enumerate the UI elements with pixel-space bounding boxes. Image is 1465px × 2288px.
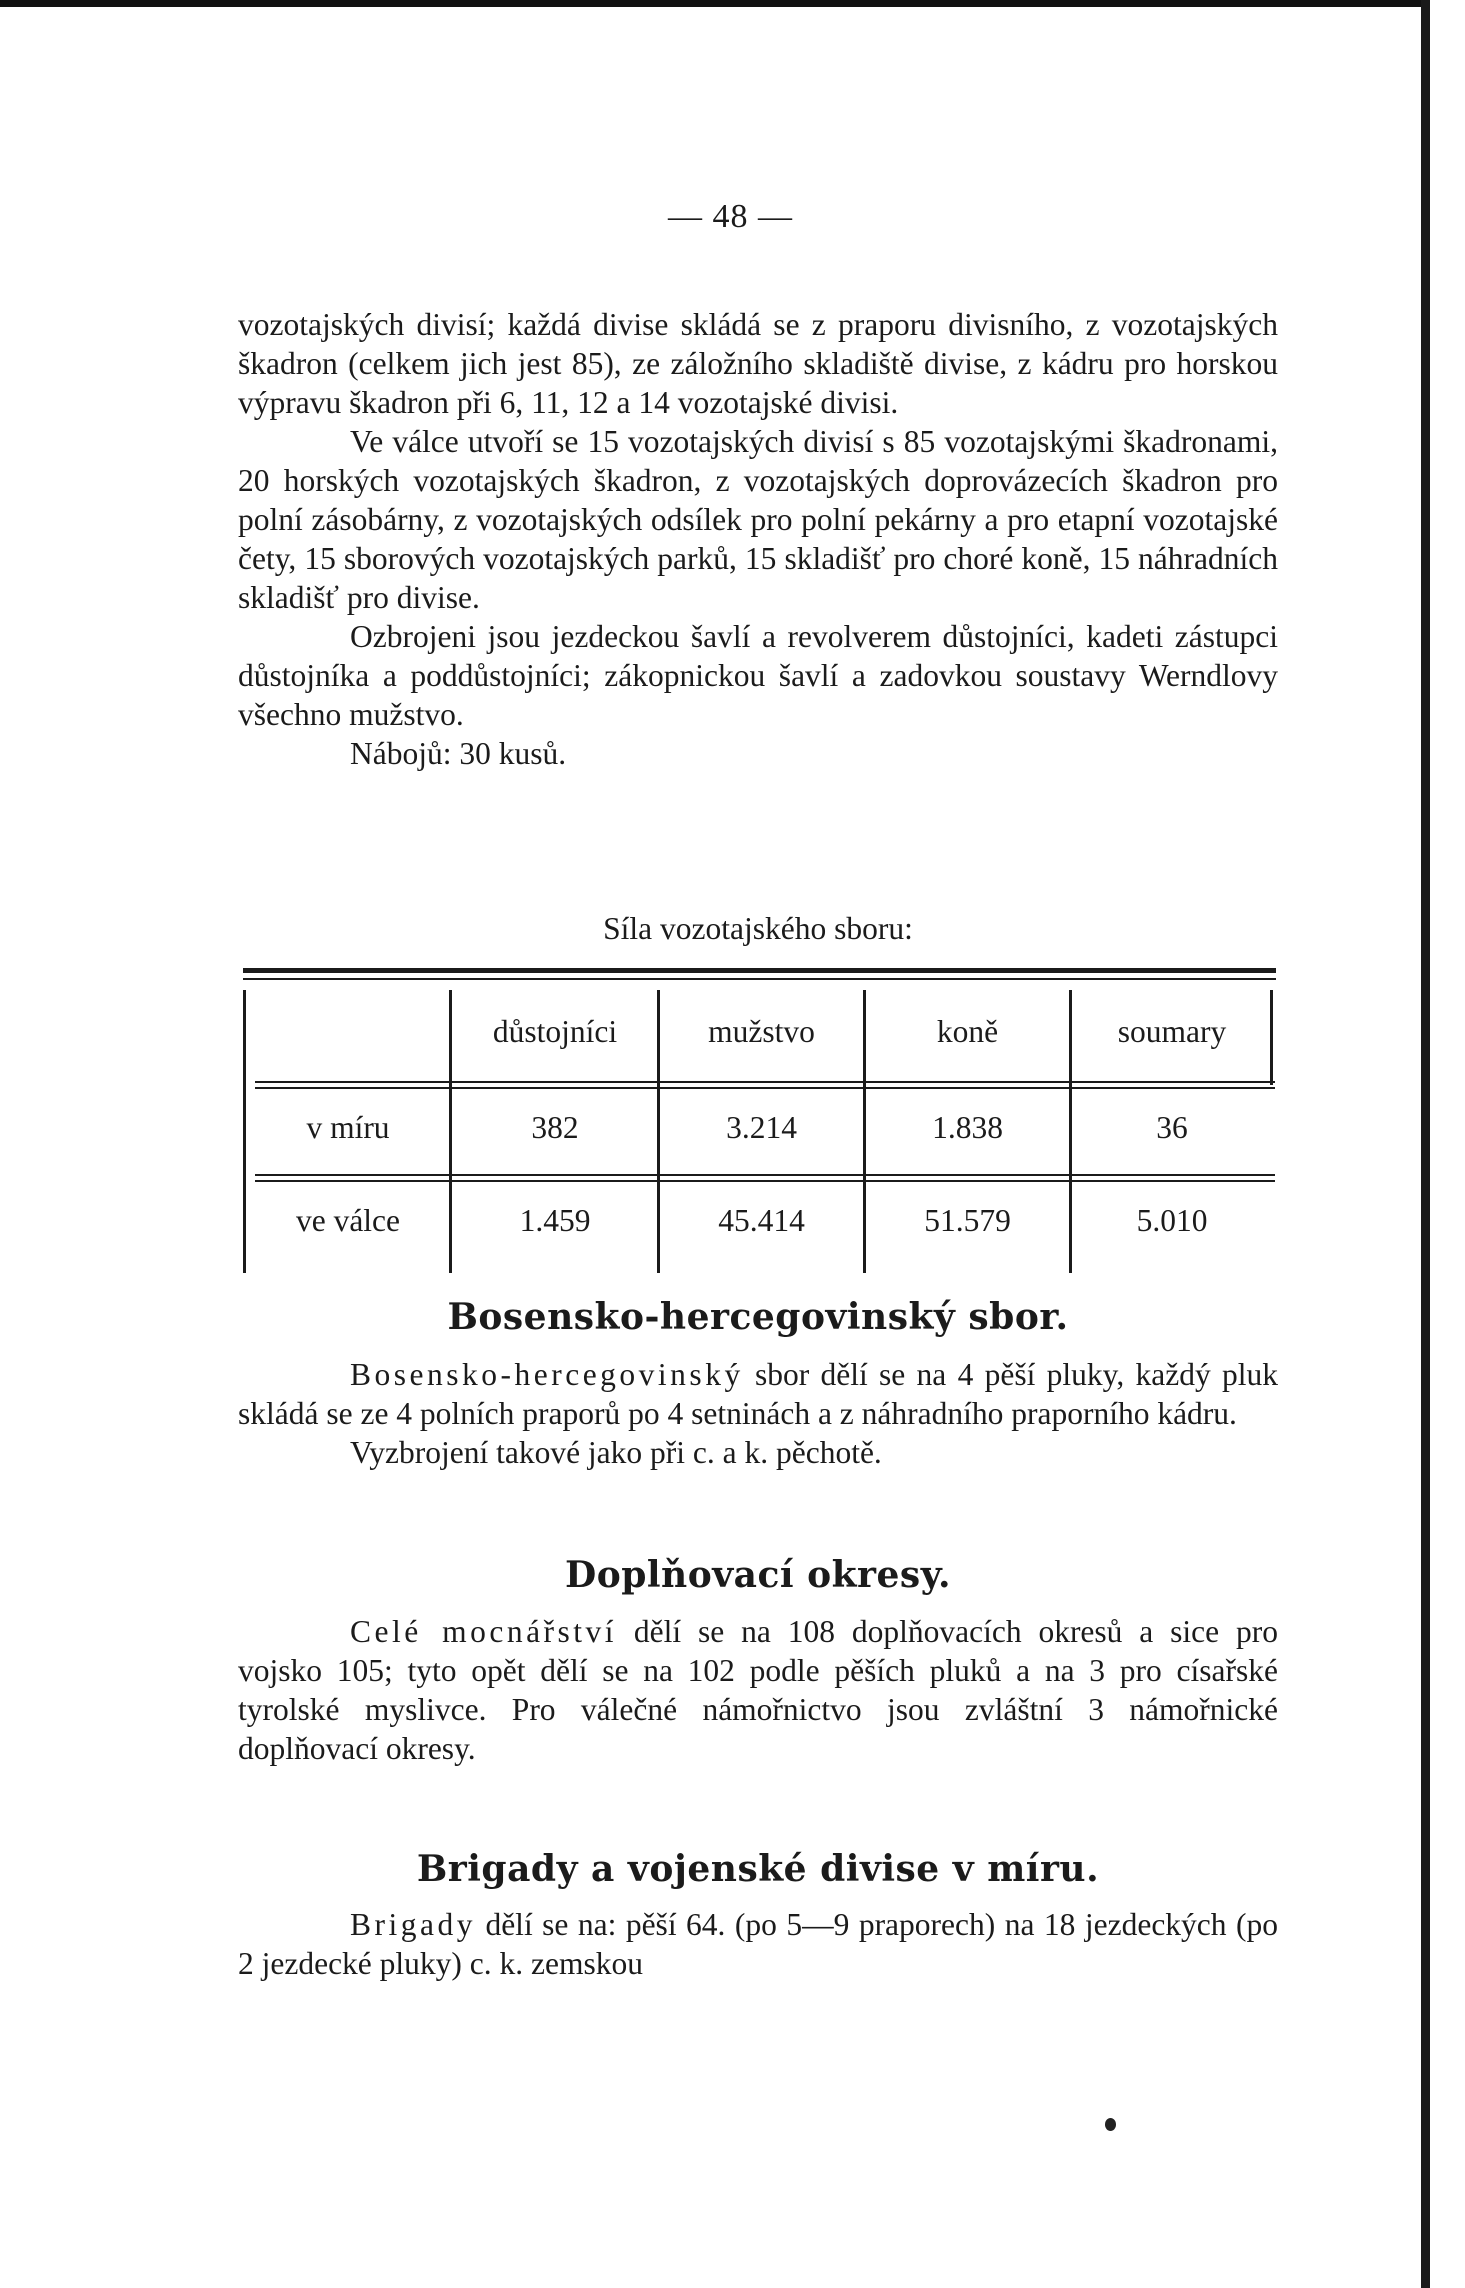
table-cell: 1.459 — [519, 1203, 591, 1238]
strength-table — [243, 968, 1276, 1273]
table-cell: 36 — [1156, 1110, 1188, 1145]
table-top-rule-thin — [243, 978, 1276, 980]
section-heading-bosnian-corps: Bosensko-hercegovinský sbor. — [447, 1296, 1069, 1338]
intro-section — [238, 305, 1278, 773]
table-cell: 51.579 — [924, 1203, 1011, 1238]
brigades-paragraph — [238, 1905, 1278, 1983]
column-header: koně — [936, 1014, 999, 1049]
page-number: — 48 — — [668, 198, 793, 235]
table-cell: 3.214 — [726, 1110, 797, 1145]
scan-right-edge — [1421, 0, 1430, 2288]
table-left-border — [243, 990, 246, 1273]
intro-paragraph-3: Ozbrojeni jsou jezdeckou šavlí a revolverem důstojníci, kadeti zástupci důstojníka a poddůstojníci; zákopnickou šavlí a zadovkou soustavy Werndlovy všechno mužstvo. — [238, 619, 1278, 732]
table-cell: 1.838 — [932, 1110, 1003, 1145]
row-label: v míru — [306, 1110, 390, 1145]
row-rule-double — [255, 1180, 1275, 1182]
section-heading-brigades: Brigady a vojenské divise v míru. — [416, 1848, 1100, 1890]
column-header: soumary — [1117, 1014, 1227, 1049]
brigades-section — [238, 1905, 1278, 1983]
intro-paragraph-1: vozotajských divisí; každá divise skládá se z praporu divisního, z vozotajských škadron (celkem jich jest 85), ze záložního skladiště divise, z kádru pro horskou výpravu škadron při 6, 11, 12 a 14 vozotajské divisi. — [238, 307, 1278, 420]
table-cell: 5.010 — [1136, 1203, 1208, 1238]
recruit-districts-text: dělí se na 108 doplňovacích okresů a sice pro vojsko 105; tyto opět dělí se na 102 podle pěších pluků a na 3 pro císařské tyrolské myslivce. Pro válečné námořnictvo jsou zvláštní 3 námořnické doplňovací okresy. — [238, 1614, 1278, 1766]
recruit-districts-paragraph — [238, 1612, 1278, 1768]
table-col-divider — [449, 990, 452, 1273]
scan-top-edge — [0, 0, 1440, 7]
bosnian-corps-armament: Vyzbrojení takové jako při c. a k. pěchotě. — [350, 1435, 882, 1470]
bosnian-corps-paragraph — [238, 1355, 1278, 1433]
bosnian-corps-section — [238, 1355, 1278, 1472]
bosnian-corps-text: sbor dělí se na 4 pěší pluky, každý pluk skládá se ze 4 polních praporů po 4 setninách a z náhradního praporního kádru. — [238, 1357, 1278, 1431]
table-cell: 45.414 — [718, 1203, 805, 1238]
column-header: mužstvo — [708, 1014, 815, 1049]
row-rule — [255, 1174, 1275, 1176]
intro-paragraph-2: Ve válce utvoří se 15 vozotajských divisí s 85 vozotajskými škadronami, 20 horských vozotajských škadron, z vozotajských doprovázecích škadron pro polní zásobárny, z vozotajských odsílek pro polní pekárny a pro etapní vozotajské čety, 15 sborových vozotajských parků, 15 skladišť pro choré koně, 15 náhradních skladišť pro divise. — [238, 424, 1278, 615]
row-label: ve válce — [295, 1203, 401, 1238]
table-top-rule — [243, 968, 1276, 973]
header-rule-double — [255, 1087, 1275, 1089]
brigades-text: dělí se na: pěší 64. (po 5—9 praporech) na 18 jezdeckých (po 2 jezdecké pluky) c. k. zemskou — [238, 1907, 1278, 1981]
brigades-lead: Brigady — [350, 1907, 476, 1942]
header-rule — [255, 1081, 1275, 1083]
recruit-districts-section — [238, 1612, 1278, 1768]
bosnian-corps-lead: Bosensko-hercegovinský — [350, 1357, 744, 1392]
section-heading-recruit-districts: Doplňovací okresy. — [564, 1554, 952, 1596]
column-header: důstojníci — [492, 1014, 618, 1049]
intro-paragraph-4: Nábojů: 30 kusů. — [350, 736, 567, 771]
table-cell: 382 — [531, 1110, 579, 1145]
table-title: Síla vozotajského sboru: — [603, 911, 913, 946]
recruit-districts-lead: Celé mocnářství — [350, 1614, 618, 1649]
ink-dot — [1105, 2118, 1116, 2131]
